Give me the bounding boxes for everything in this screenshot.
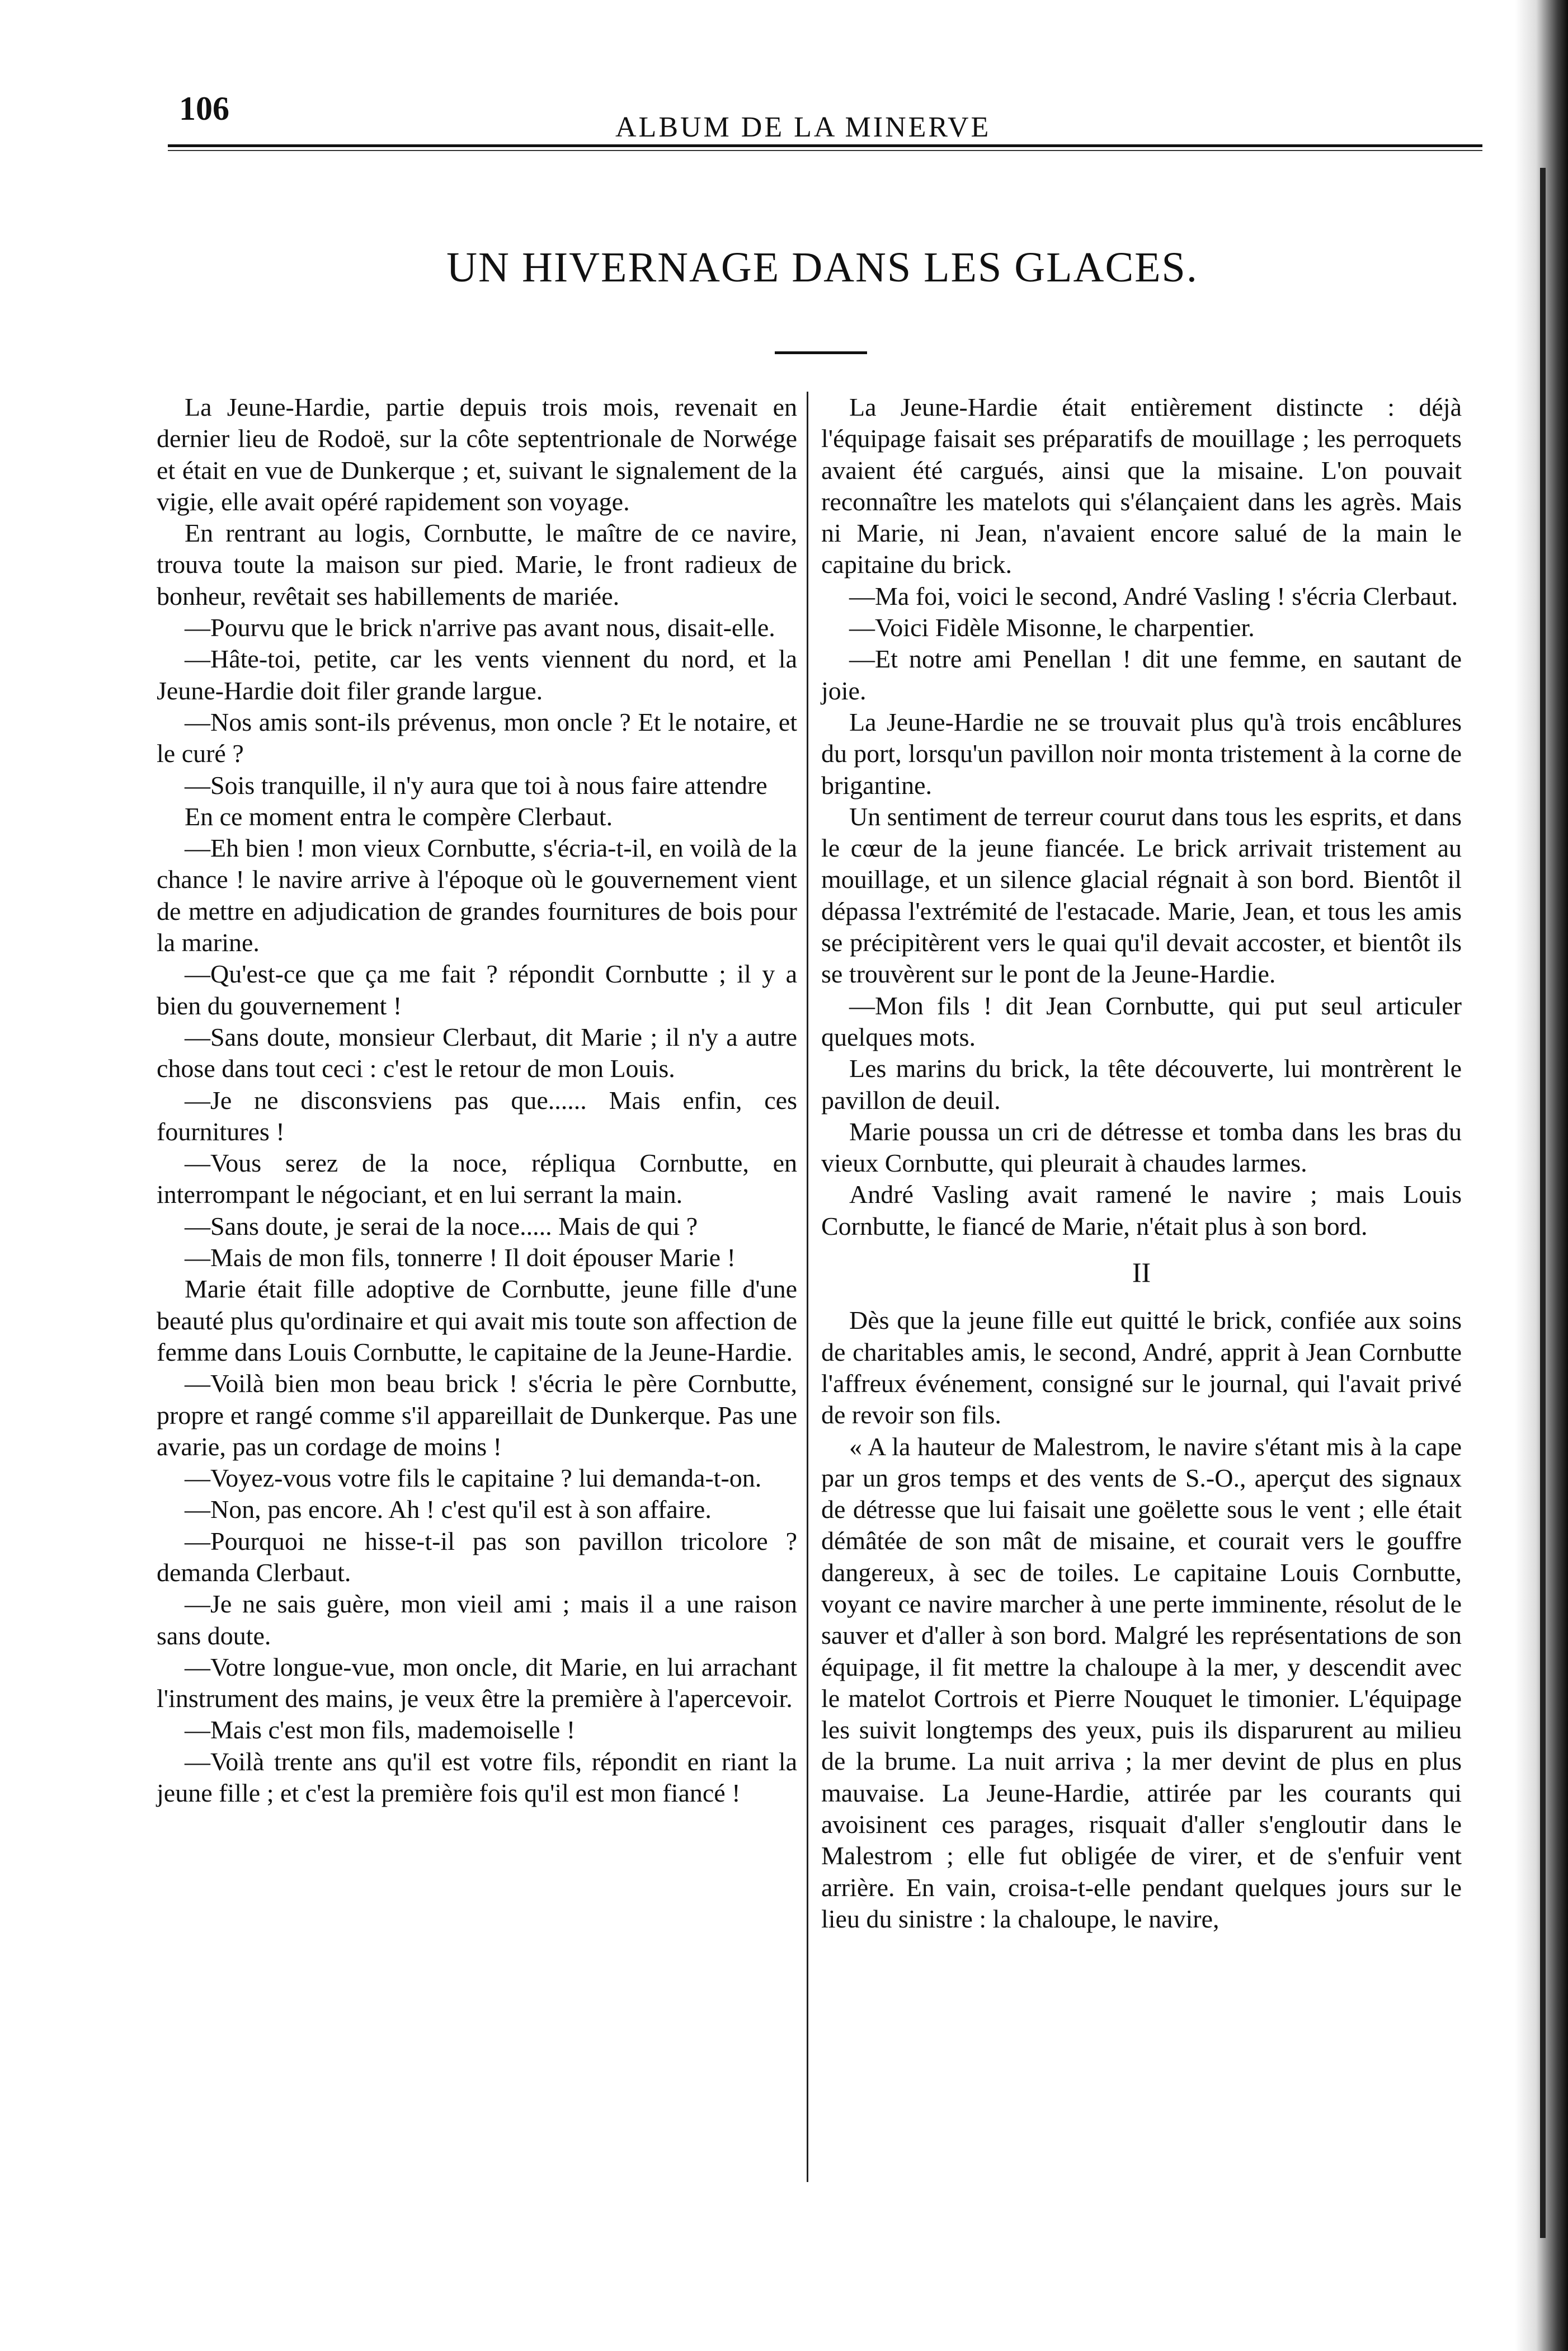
column-divider <box>807 392 808 2182</box>
paragraph: En rentrant au logis, Cornbutte, le maître de ce navire, trouva toute la maison sur pied. Marie, le front radieux de bonheur, revêtait ses habillements de mariée. <box>157 519 797 610</box>
section-numeral: II <box>1132 1257 1151 1289</box>
paragraph: —Qu'est-ce que ça me fait ? répondit Cornbutte ; il y a bien du gouvernement ! <box>157 960 797 1020</box>
paragraph: —Mais c'est mon fils, mademoiselle ! <box>185 1715 576 1745</box>
paragraph: —Voilà trente ans qu'il est votre fils, répondit en riant la jeune fille ; et c'est la première fois qu'il est mon fiancé ! <box>157 1747 797 1808</box>
paragraph: —Et notre ami Penellan ! dit une femme, en sautant de joie. <box>821 645 1462 705</box>
paragraph: Marie poussa un cri de détresse et tomba dans les bras du vieux Cornbutte, qui pleurait à chaudes larmes. <box>821 1117 1462 1178</box>
right-column <box>821 392 1462 1935</box>
paragraph: —Voici Fidèle Misonne, le charpentier. <box>849 613 1255 642</box>
binding-edge-line <box>1540 168 1546 2238</box>
paragraph: —Non, pas encore. Ah ! c'est qu'il est à son affaire. <box>185 1495 712 1524</box>
paragraph: —Voilà bien mon beau brick ! s'écria le père Cornbutte, propre et rangé comme s'il appareillait de Dunkerque. Pas une avarie, pas un cordage de moins ! <box>157 1369 797 1461</box>
paragraph: —Sois tranquille, il n'y aura que toi à nous faire attendre <box>185 770 767 800</box>
running-title: ALBUM DE LA MINERVE <box>615 111 991 143</box>
paragraph: « A la hauteur de Malestrom, le navire s'étant mis à la cape par un gros temps et des vents de S.-O., aperçut des signaux de détresse que lui faisait une goëlette sous le vent ; elle était démâtée de son mât de misaine, et courait vers le gouffre dangereux, à sec de toiles. Le capitaine Louis Cornbutte, voyant ce navire marcher à une perte imminente, résolut de le sauver et d'aller à son bord. Malgré les représentations de son équipage, il fit mettre la chaloupe à la mer, y descendit avec le matelot Cortrois et Pierre Nouquet le timonier. L'équipage les suivit longtemps des yeux, puis ils disparurent au milieu de la brume. La nuit arriva ; la mer devint de plus en plus mauvaise. La Jeune-Hardie, attirée par les courants qui avoisinent ces parages, risquait d'aller s'engloutir dans le Malestrom ; elle fut obligée de virer, et de s'enfuir vent arrière. En vain, croisa-t-elle pendant quelques jours sur le lieu du sinistre : la chaloupe, le navire, <box>821 1432 1462 1933</box>
paragraph: —Je ne disconsviens pas que...... Mais enfin, ces fournitures ! <box>157 1085 797 1146</box>
paragraph: —Nos amis sont-ils prévenus, mon oncle ? Et le notaire, et le curé ? <box>157 707 797 768</box>
paragraph: —Pourvu que le brick n'arrive pas avant nous, disait-elle. <box>185 613 775 642</box>
paragraph: André Vasling avait ramené le navire ; mais Louis Cornbutte, le fiancé de Marie, n'était plus à son bord. <box>821 1180 1462 1240</box>
header-rule <box>168 144 1482 147</box>
page-number: 106 <box>179 90 229 127</box>
paragraph: —Sans doute, je serai de la noce..... Mais de qui ? <box>185 1211 698 1240</box>
paragraph: Un sentiment de terreur courut dans tous les esprits, et dans le cœur de la jeune fiancée. Le brick arrivait tristement au mouillage, et un silence glacial régnait à son bord. Bientôt il dépassa l'extrémité de l'estacade. Marie, Jean, et tous les amis se précipitèrent vers le quai qu'il devait accoster, et bientôt ils se trouvèrent sur le pont de la Jeune-Hardie. <box>821 802 1462 989</box>
paragraph: —Sans doute, monsieur Clerbaut, dit Marie ; il n'y a autre chose dans tout ceci : c'est le retour de mon Louis. <box>157 1022 797 1083</box>
paragraph: Dès que la jeune fille eut quitté le brick, confiée aux soins de charitables amis, le second, André, apprit à Jean Cornbutte l'affreux événement, consigné sur le journal, qui l'avait privé de revoir son fils. <box>821 1306 1462 1430</box>
title-separator <box>775 351 867 354</box>
paragraph: —Ma foi, voici le second, André Vasling ! s'écria Clerbaut. <box>849 581 1458 610</box>
paragraph: —Eh bien ! mon vieux Cornbutte, s'écria-t-il, en voilà de la chance ! le navire arrive à l'époque où le gouvernement vient de mettre en adjudication de grandes fournitures de bois pour la marine. <box>157 834 797 957</box>
paragraph: —Mon fils ! dit Jean Cornbutte, qui put seul articuler quelques mots. <box>821 991 1462 1051</box>
paragraph: —Hâte-toi, petite, car les vents viennent du nord, et la Jeune-Hardie doit filer grande largue. <box>157 645 797 705</box>
paragraph: Les marins du brick, la tête découverte, lui montrèrent le pavillon de deuil. <box>821 1054 1462 1115</box>
paragraph: Marie était fille adoptive de Cornbutte, jeune fille d'une beauté plus qu'ordinaire et qui avait mis toute son affection de femme dans Louis Cornbutte, le capitaine de la Jeune-Hardie. <box>157 1275 797 1366</box>
paragraph: La Jeune-Hardie, partie depuis trois mois, revenait en dernier lieu de Rodoë, sur la côte septentrionale de Norwége et était en vue de Dunkerque ; et, suivant le signalement de la vigie, elle avait opéré rapidement son voyage. <box>157 393 797 516</box>
paragraph: La Jeune-Hardie était entièrement distincte : déjà l'équipage faisait ses préparatifs de mouillage ; les perroquets avaient été cargués, ainsi que la misaine. L'on pouvait reconnaître les matelots qui s'élançaient dans les agrès. Mais ni Marie, ni Jean, n'avaient encore salué de la main le capitaine du brick. <box>821 393 1462 579</box>
article-title: UN HIVERNAGE DANS LES GLACES. <box>446 244 1198 291</box>
paragraph: La Jeune-Hardie ne se trouvait plus qu'à trois encâblures du port, lorsqu'un pavillon noir monta tristement à la corne de brigantine. <box>821 707 1462 800</box>
paragraph: —Vous serez de la noce, répliqua Cornbutte, en interrompant le négociant, et en lui serrant la main. <box>157 1149 797 1209</box>
paragraph: —Mais de mon fils, tonnerre ! Il doit épouser Marie ! <box>185 1243 736 1272</box>
paragraph: —Pourquoi ne hisse-t-il pas son pavillon tricolore ? demanda Clerbaut. <box>157 1526 797 1587</box>
paragraph: —Je ne sais guère, mon vieil ami ; mais il a une raison sans doute. <box>157 1590 797 1650</box>
paragraph: —Voyez-vous votre fils le capitaine ? lui demanda-t-on. <box>185 1464 762 1493</box>
paragraph: En ce moment entra le compère Clerbaut. <box>185 802 613 831</box>
left-column <box>157 392 797 1809</box>
paragraph: —Votre longue-vue, mon oncle, dit Marie, en lui arrachant l'instrument des mains, je veux être la première à l'apercevoir. <box>157 1652 797 1713</box>
header-rule-thin <box>168 150 1482 151</box>
